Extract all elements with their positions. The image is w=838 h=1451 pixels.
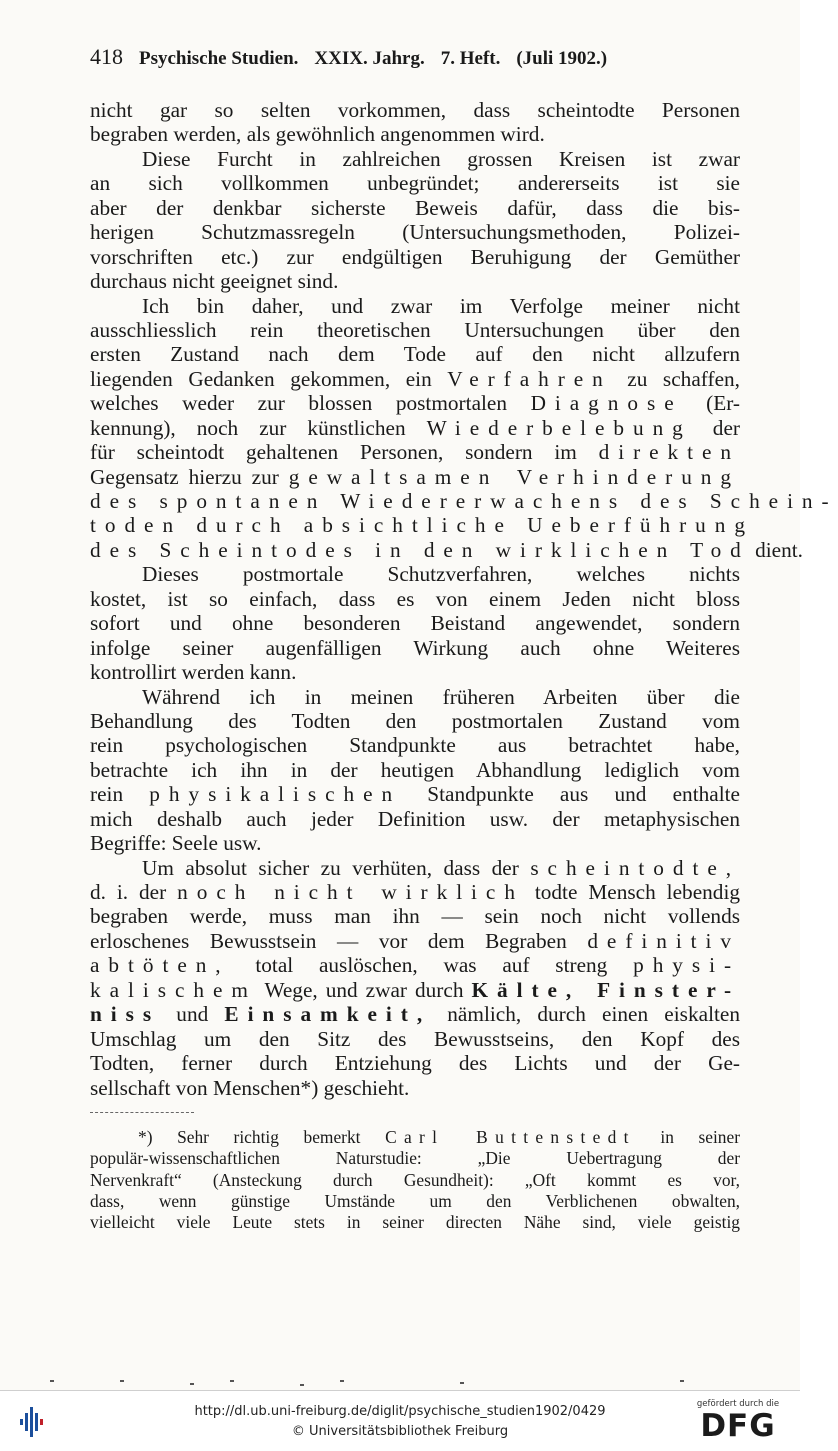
text-line: Während ich in meinen früheren Arbeiten über die	[142, 684, 740, 709]
text-line: mich deshalb auch jeder Definition usw. der metaphysischen	[90, 806, 740, 831]
footer-bar	[0, 1390, 800, 1451]
text-run: d. i. der	[90, 880, 167, 904]
spaced-emphasis: des Scheintodes in den wirklichen Tod	[90, 537, 750, 562]
text-line	[90, 440, 740, 464]
issue-label: 7. Heft.	[440, 48, 501, 69]
text-line: kontrollirt werden kann.	[90, 660, 297, 685]
text-line	[90, 1002, 740, 1026]
text-run: *) Sehr richtig bemerkt	[138, 1127, 361, 1147]
body-text	[90, 98, 838, 1100]
footnote-line: vielleicht viele Leute stets in seiner directen Nähe sind, viele geistig	[90, 1212, 740, 1233]
text-run: Um absolut sicher zu verhüten, dass der	[142, 855, 519, 880]
spaced-emphasis: Kälte, Finster-	[471, 977, 740, 1002]
scan-specks	[40, 1380, 700, 1388]
spaced-emphasis: Verfahren	[447, 366, 612, 391]
text-line: nicht gar so selten vorkommen, dass scheintodte Personen	[90, 98, 740, 122]
text-line	[90, 953, 740, 977]
text-run: total auslöschen, was auf streng	[255, 953, 608, 978]
text-run: für scheintodt gehaltenen Personen, sondern im	[90, 440, 577, 465]
running-head	[90, 44, 740, 78]
text-run: der	[712, 415, 740, 440]
text-line: rein psychologischen Standpunkte aus betrachtet habe,	[90, 733, 740, 758]
spaced-emphasis: definitiv	[587, 928, 740, 953]
text-line: des spontanen Wiedererwachens des Schein-	[90, 489, 838, 513]
dfg-wordmark: DFG	[700, 1408, 776, 1444]
text-line	[90, 391, 740, 415]
text-line: ausschliesslich rein theoretischen Untersuchungen über den	[90, 317, 740, 342]
text-run: kennung), noch zur künstlichen	[90, 415, 406, 440]
text-run: liegenden Gedanken gekommen, ein	[90, 366, 432, 391]
footnote-line: dass, wenn günstige Umstände um den Verblichenen obwalten,	[90, 1190, 740, 1211]
spaced-emphasis: direkten	[598, 440, 740, 465]
text-run: in seiner	[660, 1127, 740, 1147]
text-run: und	[176, 1002, 209, 1027]
text-line: begraben werde, muss man ihn — sein noch nicht vollends	[90, 904, 740, 929]
text-line: Ich bin daher, und zwar im Verfolge meiner nicht	[142, 293, 740, 318]
text-run: welches weder zur blossen postmortalen	[90, 391, 508, 416]
text-line: kostet, ist so einfach, dass es von einem Jeden nicht bloss	[90, 586, 740, 611]
text-line: herigen Schutzmassregeln (Untersuchungsmethoden, Polizei-	[90, 220, 740, 245]
spaced-emphasis: physi-	[633, 953, 741, 978]
text-line: durchaus nicht geeignet sind.	[90, 269, 339, 294]
spaced-emphasis: Diagnose	[530, 391, 683, 416]
text-line: betrachte ich ihn in der heutigen Abhandlung lediglich vom	[90, 757, 740, 782]
volume-label: XXIX. Jahrg.	[314, 48, 425, 69]
text-run: dient.	[755, 537, 804, 562]
text-run: nämlich, durch einen eiskalten	[447, 1002, 741, 1027]
spaced-emphasis: physikalischen	[149, 782, 402, 807]
text-line	[90, 929, 740, 953]
text-line	[90, 856, 740, 880]
text-line: Behandlung des Todten den postmortalen Zustand vom	[90, 708, 740, 733]
footnote-line: populär-wissenschaftlichen Naturstudie: „Die Uebertragung der	[90, 1148, 740, 1169]
source-url-link[interactable]: http://dl.ub.uni-freiburg.de/diglit/psychische_studien1902/0429	[194, 1404, 606, 1419]
text-line: Begriffe: Seele usw.	[90, 831, 262, 856]
text-line: Diese Furcht in zahlreichen grossen Kreisen ist zwar	[142, 146, 740, 171]
text-line	[90, 416, 740, 440]
text-line: sofort und ohne besonderen Beistand angewendet, sondern	[90, 611, 740, 636]
text-line	[90, 782, 740, 806]
text-run: Wege, und zwar durch	[264, 977, 464, 1002]
text-line: Dieses postmortale Schutzverfahren, welches nichts	[142, 562, 740, 587]
text-line: Umschlag um den Sitz des Bewusstseins, den Kopf des	[90, 1026, 740, 1051]
spaced-emphasis: gewaltsamen Verhinderung	[288, 464, 740, 489]
footnote	[90, 1127, 740, 1233]
footnote-line: Nervenkraft“ (Ansteckung durch Gesundheit): „Oft kommt es vor,	[90, 1169, 740, 1190]
text-run: erloschenes Bewusstsein — vor dem Begraben	[90, 928, 567, 953]
text-run: Standpunkte aus und enthalte	[427, 782, 741, 807]
spaced-emphasis: Wiederbelebung	[426, 415, 692, 440]
dfg-caption: gefördert durch die	[696, 1399, 780, 1409]
copyright-notice: © Universitätsbibliothek Freiburg	[291, 1424, 509, 1439]
text-run: zu schaffen,	[627, 366, 740, 391]
text-run: (Er-	[706, 391, 741, 416]
spaced-emphasis: scheintodte,	[530, 855, 740, 880]
page-number: 418	[90, 44, 123, 69]
footnote-line	[90, 1127, 740, 1148]
text-line: an sich vollkommen unbegründet; andererseits ist sie	[90, 171, 740, 196]
text-run: todte Mensch lebendig	[534, 880, 741, 904]
spaced-emphasis: abtöten,	[90, 953, 230, 978]
text-line	[90, 367, 740, 391]
spaced-emphasis: Carl Buttenstedt	[385, 1127, 636, 1147]
text-line	[90, 880, 740, 904]
text-run: Gegensatz hierzu zur	[90, 464, 279, 489]
text-line	[90, 537, 804, 562]
dfg-logo[interactable]	[688, 1399, 788, 1443]
text-line: aber der denkbar sicherste Beweis dafür, dass die bis-	[90, 195, 740, 220]
footnote-rule	[90, 1112, 194, 1113]
text-line: vorschriften etc.) zur endgültigen Beruhigung der Gemüther	[90, 244, 740, 269]
text-line: sellschaft von Menschen*) geschieht.	[90, 1075, 410, 1100]
text-line	[90, 978, 740, 1002]
spaced-emphasis: noch nicht wirklich	[177, 880, 524, 904]
spaced-emphasis: kalischem	[90, 977, 257, 1002]
text-line: infolge seiner augenfälligen Wirkung auch ohne Weiteres	[90, 635, 740, 660]
text-line: Todten, ferner durch Entziehung des Lichts und der Ge-	[90, 1051, 740, 1076]
text-line: begraben werden, als gewöhnlich angenommen wird.	[90, 122, 545, 147]
text-line	[90, 465, 740, 489]
text-run: rein	[90, 782, 124, 807]
journal-title: Psychische Studien.	[139, 48, 299, 69]
text-line: toden durch absichtliche Ueberführung	[90, 513, 754, 538]
text-line: ersten Zustand nach dem Tode auf den nicht allzufern	[90, 342, 740, 367]
spaced-emphasis: Einsamkeit,	[224, 1002, 432, 1027]
spaced-emphasis: niss	[90, 1002, 161, 1027]
date-label: (Juli 1902.)	[516, 48, 608, 69]
